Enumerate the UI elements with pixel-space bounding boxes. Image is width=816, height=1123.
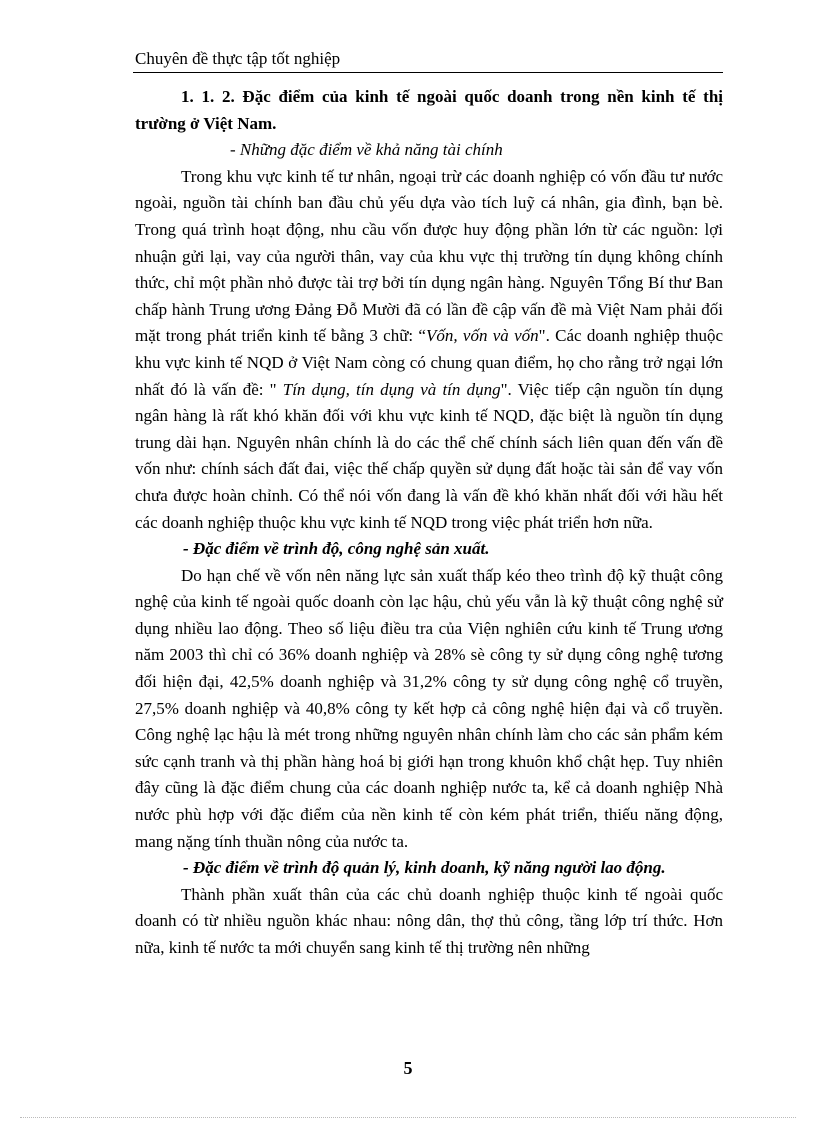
paragraph-technology: Do hạn chế về vốn nên năng lực sản xuất thấp kéo theo trình độ kỹ thuật công nghệ của kinh tế ngoài quốc doanh còn lạc hậu, chủ yếu vẫn là kỹ thuật công nghệ sử dụng nhiều lao động. Theo số liệu điều tra của Viện nghiên cứu kinh tế Trung ương năm 2003 thì chỉ có 36% doanh nghiệp và 28% sè công ty sử dụng công nghệ tương đối hiện đại, 42,5% doanh nghiệp và 31,2% công ty sử dụng công nghệ cổ truyền, 27,5% doanh nghiệp và 40,8% công ty kết hợp cả công nghệ hiện đại và cổ truyền. Công nghệ lạc hậu là mét trong những nguyên nhân chính làm cho các sản phẩm kém sức cạnh tranh và thị phần hàng hoá bị giới hạn trong khuôn khổ chật hẹp. Tuy nhiên đây cũng là đặc điểm chung của các doanh nghiệp nước ta, kể cả doanh nghiệp Nhà nước phù hợp với đặc điểm của nền kinh tế còn kém phát triển, thiếu năng động, mang nặng tính thuần nông của nước ta.	[135, 565, 723, 851]
page-boundary	[20, 1117, 796, 1118]
page-number: 5	[403, 1058, 413, 1078]
paragraph-finance-part-b: ". Các doanh nghiệp thuộc khu vực kinh tế NQD ở Việt Nam còng có chung quan điểm, họ cho rằng trở ngại lớn nhất đó là vấn đề: "	[135, 326, 723, 399]
subheading-management: - Đặc điểm về trình độ quản lý, kinh doanh, kỹ năng người lao động.	[183, 858, 666, 878]
subheading-finance: - Những đặc điểm về khả năng tài chính	[230, 140, 503, 160]
quote-von: Vốn, vốn và vốn	[425, 326, 539, 346]
subheading-technology: - Đặc điểm về trình độ, công nghệ sản xuất.	[183, 539, 490, 559]
quote-tin-dung: Tín dụng, tín dụng và tín dụng	[282, 379, 501, 399]
running-header: Chuyên đề thực tập tốt nghiệp	[135, 49, 341, 68]
document-body	[135, 84, 723, 962]
header-divider	[133, 72, 723, 73]
section-heading: 1. 1. 2. Đặc điểm của kinh tế ngoài quốc doanh trong nền kinh tế thị trường ở Việt Nam.	[135, 87, 723, 133]
paragraph-management: Thành phần xuất thân của các chủ doanh nghiệp thuộc kinh tế ngoài quốc doanh có từ nhiều nguồn khác nhau: nông dân, thợ thủ công, tầng lớp trí thức. Hơn nữa, kinh tế nước ta mới chuyển sang kinh tế thị trường nên những	[135, 884, 723, 957]
paragraph-finance-part-c: ". Việc tiếp cận nguồn tín dụng ngân hàng là rất khó khăn đối với khu vực kinh tế NQD, đặc biệt là nguồn tín dụng trung dài hạn. Nguyên nhân chính là do các thể chế chính sách liên quan đến vấn đề vốn như: chính sách đất đai, việc thế chấp quyền sử dụng đất hoặc tài sản để vay vốn chưa được hoàn chỉnh. Có thể nói vốn đang là vấn đề khó khăn nhất đối với hầu hết các doanh nghiệp thuộc khu vực kinh tế NQD trong việc phát triển hơn nữa.	[135, 379, 724, 532]
paragraph-finance	[135, 164, 723, 536]
paragraph-finance-part-a: Trong khu vực kinh tế tư nhân, ngoại trừ các doanh nghiệp có vốn đầu tư nước ngoài, nguồn tài chính ban đầu chủ yếu dựa vào tích luỹ cá nhân, gia đình, bạn bè. Trong quá trình hoạt động, nhu cầu vốn được huy động phần lớn từ các nguồn: lợi nhuận gửi lại, vay của người thân, vay của khu vực thị trường tín dụng không chính thức, chỉ một phần nhỏ được tài trợ bởi tín dụng ngân hàng. Nguyên Tổng Bí thư Ban chấp hành Trung ương Đảng Đỗ Mười đã có lần đề cập vấn đề mà Việt Nam phải đối mặt trong phát triển kinh tế bằng 3 chữ: “	[135, 166, 723, 346]
